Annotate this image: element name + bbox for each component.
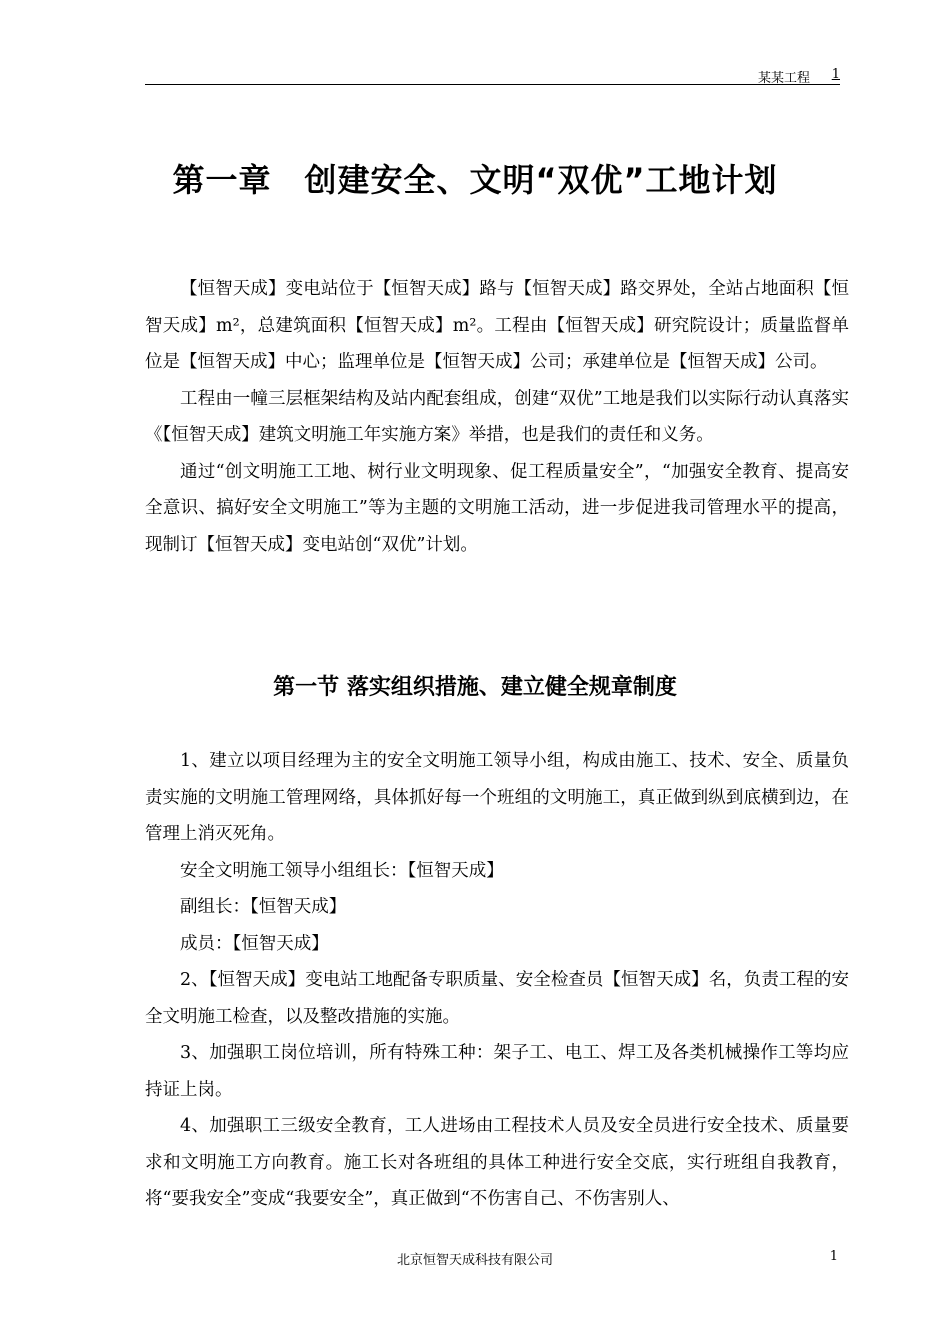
header-title: 某某工程 — [757, 71, 810, 86]
chapter-title: 第一章 创建安全、文明“双优”工地计划 — [172, 161, 778, 199]
header-page-number: 1 — [831, 67, 840, 82]
intro-section — [145, 271, 849, 563]
section-paragraph: 4、加强职工三级安全教育，工人进场由工程技术人员及安全员进行安全技术、质量要求和文明施工方向教育。施工长对各班组的具体工种进行安全交底，实行班组自我教育，将“要我安全”变成“我要安全”，真正做到“不伤害自己、不伤害别人、 — [145, 1116, 849, 1209]
intro-paragraph: 通过“创文明施工工地、树行业文明现象、促工程质量安全”，“加强安全教育、提高安全意识、搞好安全文明施工”等为主题的文明施工活动，进一步促进我司管理水平的提高，现制订【恒智天成】变电站创“双优”计划。 — [145, 461, 849, 555]
section-paragraph: 安全文明施工领导小组组长：【恒智天成】 — [180, 860, 504, 881]
section-title: 第一节 落实组织措施、建立健全规章制度 — [273, 675, 677, 700]
section-paragraph: 1、建立以项目经理为主的安全文明施工领导小组，构成由施工、技术、安全、质量负责实施的文明施工管理网络，具体抓好每一个班组的文明施工，真正做到纵到底横到边，在管理上消灭死角。 — [145, 751, 849, 844]
footer-company: 北京恒智天成科技有限公司 — [396, 1253, 553, 1268]
section-paragraph: 2、【恒智天成】变电站工地配备专职质量、安全检查员【恒智天成】名，负责工程的安全文明施工检查，以及整改措施的实施。 — [145, 970, 849, 1027]
page-header — [145, 64, 840, 85]
section-paragraph: 副组长：【恒智天成】 — [180, 897, 347, 917]
footer-page-number: 1 — [829, 1249, 838, 1264]
section-body — [145, 743, 849, 1218]
intro-paragraph: 工程由一幢三层框架结构及站内配套组成，创建“双优”工地是我们以实际行动认真落实《【恒智天成】建筑文明施工年实施方案》举措，也是我们的责任和义务。 — [145, 388, 849, 445]
intro-paragraph: 【恒智天成】变电站位于【恒智天成】路与【恒智天成】路交界处，全站占地面积【恒智天成】m²，总建筑面积【恒智天成】m²。工程由【恒智天成】研究院设计；质量监督单位是【恒智天成】中心；监理单位是【恒智天成】公司；承建单位是【恒智天成】公司。 — [145, 279, 849, 372]
section-paragraph: 成员：【恒智天成】 — [180, 933, 329, 954]
section-paragraph: 3、加强职工岗位培训，所有特殊工种：架子工、电工、焊工及各类机械操作工等均应持证上岗。 — [145, 1043, 849, 1100]
